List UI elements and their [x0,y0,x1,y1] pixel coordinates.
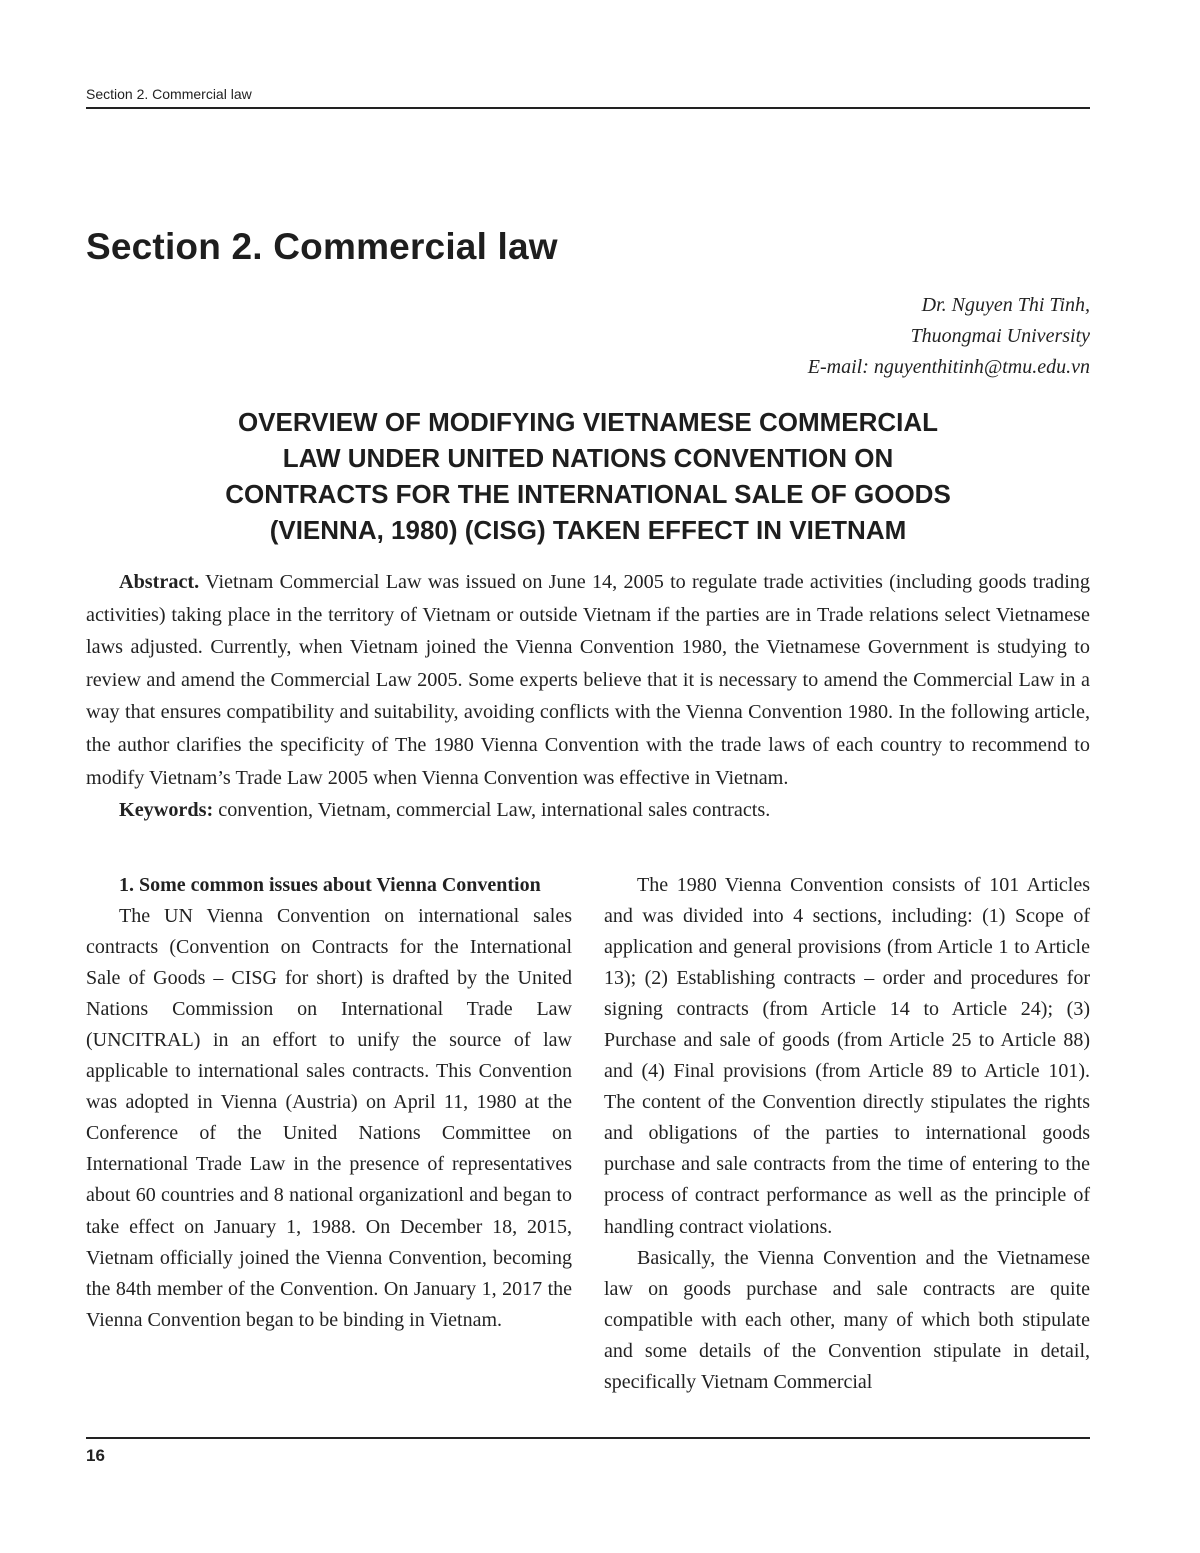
section-heading: 1. Some common issues about Vienna Convention [119,874,541,896]
section-title: Section 2. Commercial law [86,226,558,267]
running-head: Section 2. Commercial law [86,86,252,102]
author-affiliation: Thuongmai University [910,325,1090,347]
abstract-text: Vietnam Commercial Law was issued on June 14, 2005 to regulate trade activities (including goods trading activities) taking place in the territory of Vietnam or outside Vietnam if the parties are in Trade relations select Vietnamese laws adjusted. Currently, when Vietnam joined the Vienna Convention 1980, the Vietnamese Government is studying to review and amend the Commercial Law 2005. Some experts believe that it is necessary to amend the Commercial Law in a way that ensures compatibility and suitability, avoiding conflicts with the Vienna Convention 1980. In the following article, the author clarifies the specificity of The 1980 Vienna Convention with the trade laws of each country to recommend to modify Vietnam’s Trade Law 2005 when Vienna Convention was effective in Vietnam. [86,571,1090,789]
header-rule [86,107,1090,109]
keywords-label: Keywords: [119,799,214,822]
body-paragraph: The UN Vienna Convention on international sales contracts (Convention on Contracts for the International Sale of Goods – CISG for short) is drafted by the United Nations Commission on International Trade Law (UNCITRAL) in an effort to unify the source of law applicable to international sales contracts. This Convention was adopted in Vienna (Austria) on April 11, 1980 at the Conference of the United Nations Committee on International Trade Law in the presence of representatives about 60 countries and 8 national organizationl and began to take effect on January 1, 1988. On December 18, 2015, Vietnam officially joined the Vienna Convention, becoming the 84th member of the Convention. On January 1, 2017 the Vienna Convention began to be binding in Vietnam. [86,905,572,1331]
article-title-line: OVERVIEW OF MODIFYING VIETNAMESE COMMERCIAL [237,407,939,437]
right-column [604,870,1090,1398]
keywords-text: convention, Vietnam, commercial Law, international sales contracts. [218,799,771,822]
abstract-block [86,566,1090,827]
body-paragraph: Basically, the Vienna Convention and the Vietnamese law on goods purchase and sale contracts are quite compatible with each other, many of which both stipulate and some details of the Convention stipulate in detail, specifically Vietnam Commercial [604,1246,1090,1393]
abstract-paragraph [86,566,1090,794]
article-title-line: CONTRACTS FOR THE INTERNATIONAL SALE OF GOODS [225,479,951,509]
left-column [86,870,572,1336]
author-name: Dr. Nguyen Thi Tinh, [921,294,1090,316]
author-block [808,290,1090,383]
article-title-line: (VIENNA, 1980) (CISG) TAKEN EFFECT IN VIETNAM [269,515,907,545]
article-title [86,404,1090,548]
abstract-label: Abstract. [119,571,200,593]
footer-rule [86,1437,1090,1439]
keywords-paragraph [86,794,1090,827]
page-number: 16 [86,1446,105,1465]
body-paragraph: The 1980 Vienna Convention consists of 101 Articles and was divided into 4 sections, including: (1) Scope of application and general provisions (from Article 1 to Article 13); (2) Establishing contracts – order and procedures for signing contracts (from Article 14 to Article 24); (3) Purchase and sale of goods (from Article 25 to Article 88) and (4) Final provisions (from Article 89 to Article 101). The content of the Convention directly stipulates the rights and obligations of the parties to international goods purchase and sale contracts from the time of entering to the process of contract performance as well as the principle of handling contract violations. [604,874,1090,1238]
article-title-line: LAW UNDER UNITED NATIONS CONVENTION ON [282,443,894,473]
author-email: E-mail: nguyenthitinh@tmu.edu.vn [807,356,1090,378]
